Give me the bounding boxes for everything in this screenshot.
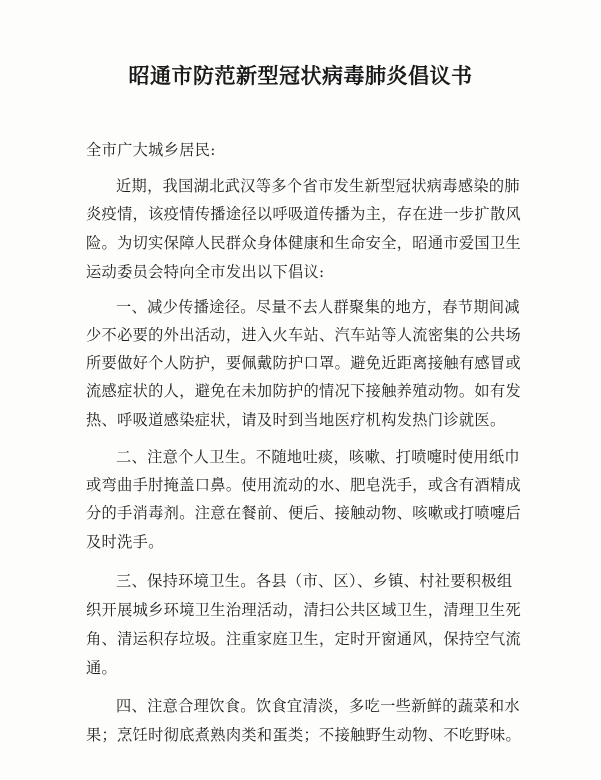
- paragraph-line: 四、注意合理饮食。饮食宜清淡，多吃一些新鲜的蔬菜和水: [116, 697, 520, 715]
- paragraph-line: 险。为切实保障人民群众身体健康和生命安全，昭通市爱国卫生: [86, 234, 522, 252]
- paragraph-line: 炎疫情，该疫情传播途径以呼吸道传播为主，存在进一步扩散风: [86, 205, 522, 223]
- salutation: 全市广大城乡居民:: [86, 141, 216, 159]
- paragraph-line: 热、呼吸道感染症状，请及时到当地医疗机构发热门诊就医。: [86, 411, 506, 429]
- paragraph-line: 果；烹饪时彻底煮熟肉类和蛋类；不接触野生动物、不吃野味。: [86, 726, 522, 744]
- paragraph-line: 流感症状的人，避免在未加防护的情况下接触养殖动物。如有发: [86, 382, 522, 400]
- paragraph-line: 角、清运积存垃圾。注重家庭卫生，定时开窗通风，保持空气流: [86, 630, 522, 648]
- paragraph-line: 或弯曲手肘掩盖口鼻。使用流动的水、肥皂洗手，或含有酒精成: [86, 476, 522, 494]
- paragraph-line: 三、保持环境卫生。各县（市、区）、乡镇、村社要积极组: [116, 572, 513, 590]
- paragraph-line: 通。: [86, 659, 118, 677]
- paragraph-line: 分的手消毒剂。注意在餐前、便后、接触动物、咳嗽或打喷嚏后: [86, 504, 522, 522]
- paragraph-line: 二、注意个人卫生。不随地吐痰，咳嗽、打喷嚏时使用纸巾: [116, 448, 520, 466]
- paragraph-line: 少不必要的外出活动，进入火车站、汽车站等人流密集的公共场: [86, 326, 522, 344]
- paragraph-line: 近期，我国湖北武汉等多个省市发生新型冠状病毒感染的肺: [116, 177, 520, 195]
- paragraph-line: 运动委员会特向全市发出以下倡议:: [86, 263, 325, 281]
- paragraph-line: 所要做好个人防护，要佩戴防护口罩。避免近距离接触有感冒或: [86, 354, 522, 372]
- paragraph-line: 织开展城乡环境卫生治理活动，清扫公共区域卫生，清理卫生死: [86, 601, 522, 619]
- paragraph-line: 及时洗手。: [86, 533, 164, 551]
- paragraph-line: 一、减少传播途径。尽量不去人群聚集的地方，春节期间减: [116, 298, 520, 316]
- document-title: 昭通市防范新型冠状病毒肺炎倡议书: [128, 63, 473, 88]
